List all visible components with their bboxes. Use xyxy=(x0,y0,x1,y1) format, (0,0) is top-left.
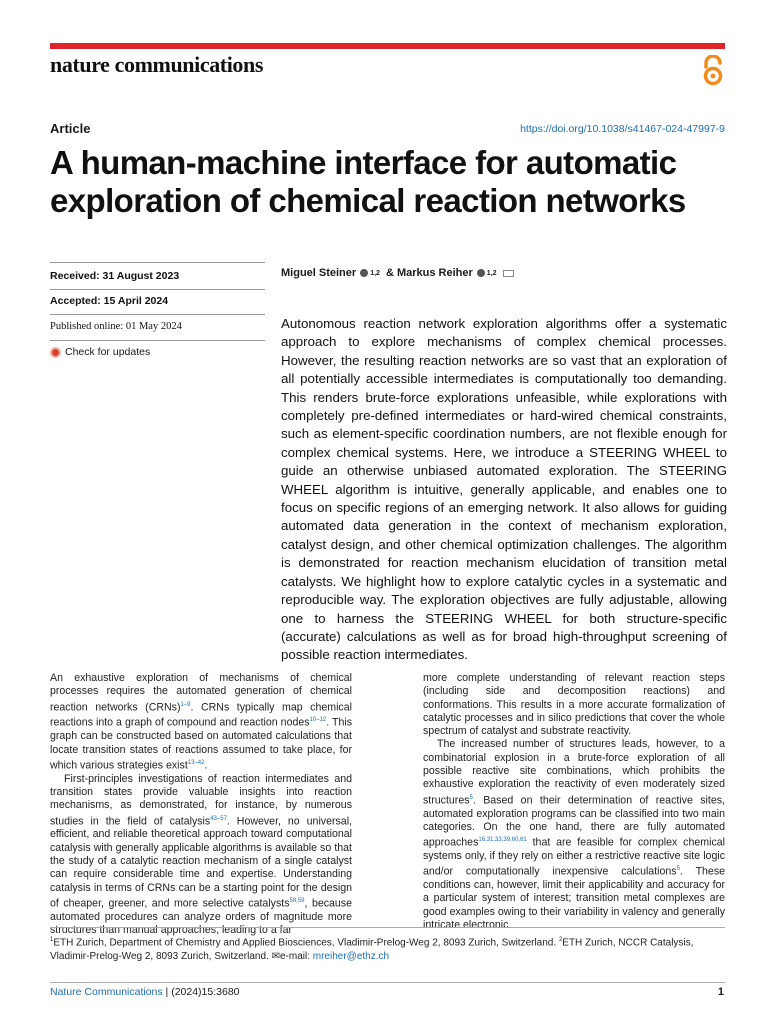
orcid-icon[interactable] xyxy=(477,269,485,277)
email-icon: ✉ xyxy=(271,951,280,963)
page-footer xyxy=(50,986,240,998)
affiliations-footnote: $^1$ETH Zurich, Department of Chemistry and Applied Biosciences, Vladimir-Prelog-Weg 2, 8093 Zurich, Switzerland. $^2$ETH Zurich, NCCR Catalysis, Vladimir-Prelog-Weg 2, 8093 Zurich, Switzerland. ✉e-mail: mreiher@ethz.ch xyxy=(50,937,694,963)
journal-name: nature communications xyxy=(50,52,264,77)
divider xyxy=(50,982,725,983)
author-name[interactable]: Miguel Steiner xyxy=(281,267,357,279)
divider xyxy=(50,289,265,290)
page-number: 1 xyxy=(717,986,724,998)
reference-link[interactable]: 43–57 xyxy=(210,815,227,822)
divider xyxy=(50,340,265,341)
author-name[interactable]: Markus Reiher xyxy=(396,267,473,279)
author-affiliation: 1,2 xyxy=(486,269,497,277)
check-updates-label: Check for updates xyxy=(65,346,151,358)
body-paragraph: First-principles investigations of reaction intermediates and transition states provide valuable insights into reaction mechanisms, as demonstrated, for instance, by numerous studies in the field of catalysis$^{43-57}$. However, no universal, efficient, and reliable theoretical approach toward computational catalysis with generally applicable algorithms is available so that the study of a catalytic reaction mechanism of a single catalyst can require considerable time and expertise. Understanding catalysis in terms of CRNs can be a starting point for the design of cheaper, greener, and more selective catalysts$^{58,59}$, because automated procedures can analyze orders of magnitude more structures than manual approaches, leading to a far xyxy=(50,772,352,936)
open-access-icon xyxy=(700,55,726,87)
orcid-icon[interactable] xyxy=(360,269,368,277)
footer-journal-link[interactable]: Nature Communications xyxy=(50,986,163,998)
footer-citation: | (2024)15:3680 xyxy=(162,986,240,998)
author-list xyxy=(281,267,514,279)
author-affiliation: 1,2 xyxy=(370,269,380,277)
reference-link[interactable]: 10–12 xyxy=(309,717,327,724)
body-column-left xyxy=(50,672,352,937)
reference-link[interactable]: 1–9 xyxy=(180,701,191,708)
reference-link[interactable]: 5 xyxy=(676,866,680,873)
body-paragraph: The increased number of structures leads, however, to a combinatorial explosion in a brute-force exploration of all possible reactive site combinations, which prohibits the exhaustive exploration the reactivity of even moderately sized structures$^5$. Based on their determination of reactive sites, automated exploration programs can be classified into two main categories. On the one hand, there are fully automated approaches$^{16,31,33,39,60,61}$ that are feasible for complex chemical systems only, if they rely on either a restrictive reactive site logic and/or computationally inexpensive calculations$^5$. These conditions can, however, limit their applicability and accuracy for a particular system of interest; transition metal complexes are good examples owing to their variability in valency and generally intricate electronic xyxy=(423,738,726,931)
accepted-date: Accepted: 15 April 2024 xyxy=(50,295,169,307)
divider xyxy=(50,262,265,263)
reference-link[interactable]: 16,31,33,39,60,61 xyxy=(478,837,527,844)
received-date: Received: 31 August 2023 xyxy=(50,270,180,282)
divider xyxy=(50,314,265,315)
check-updates-icon xyxy=(50,347,61,358)
reference-link[interactable]: 13–42 xyxy=(187,759,205,766)
email-icon[interactable] xyxy=(503,270,514,277)
check-for-updates-button[interactable] xyxy=(50,346,150,358)
reference-link[interactable]: 58,59 xyxy=(289,897,305,904)
author-separator: & xyxy=(382,267,397,279)
article-title: A human-machine interface for automatic exploration of chemical reaction networks xyxy=(50,144,686,219)
email-link[interactable]: mreiher@ethz.ch xyxy=(312,951,390,963)
published-date: Published online: 01 May 2024 xyxy=(50,321,182,332)
abstract: Autonomous reaction network exploration algorithms offer a systematic approach to explore mechanisms of complex chemical processes. However, the resulting reaction networks are so vast that an exploration of all potentially accessible intermediates is computationally too demanding. This renders brute-force explorations unfeasible, while explorations with completely pre-defined intermediates or hard-wired chemical constraints, such as element-specific coordination numbers, are not flexible enough for complex chemical systems. Here, we introduce a STEERING WHEEL to guide an otherwise unbiased automated exploration. The STEERING WHEEL algorithm is intuitive, generally applicable, and enables one to focus on specific regions of an emerging network. It also allows for guiding automated data generation in the context of mechanism exploration, catalyst design, and other chemical optimization challenges. The algorithm is demonstrated for reaction mechanism elucidation of transition metal catalysts. We highlight how to explore catalytic cycles in a systematic and reproducible way. The exploration objectives are fully adjustable, allowing one to harness the STEERING WHEEL for both structure-specific (accurate) calculations as well as for broad high-throughput screening of possible reaction intermediates. xyxy=(281,316,727,663)
body-column-right xyxy=(423,672,725,932)
article-type: Article xyxy=(50,121,91,136)
header-accent-bar xyxy=(50,43,725,49)
body-paragraph: more complete understanding of relevant reaction steps (including side and decomposition reactions) and conformations. This results in a more accurate formalization of catalytic processes and in silico predictions that cover the whole spectrum of catalyst and substrate reactivity. xyxy=(423,672,725,738)
divider xyxy=(50,927,725,928)
body-paragraph: An exhaustive exploration of mechanisms of chemical processes requires the automated generation of chemical reaction networks (CRNs)$^{1-9}$. CRNs typically map chemical reactions into a graph of compound and reaction nodes$^{10-12}$. This graph can be constructed based on automated calculations that locate transition states of reactions assumed to take place, for which various strategies exist$^{13-42}$. xyxy=(50,672,352,772)
reference-link[interactable]: 5 xyxy=(469,794,473,801)
doi-link[interactable]: https://doi.org/10.1038/s41467-024-47997-9 xyxy=(520,123,725,135)
